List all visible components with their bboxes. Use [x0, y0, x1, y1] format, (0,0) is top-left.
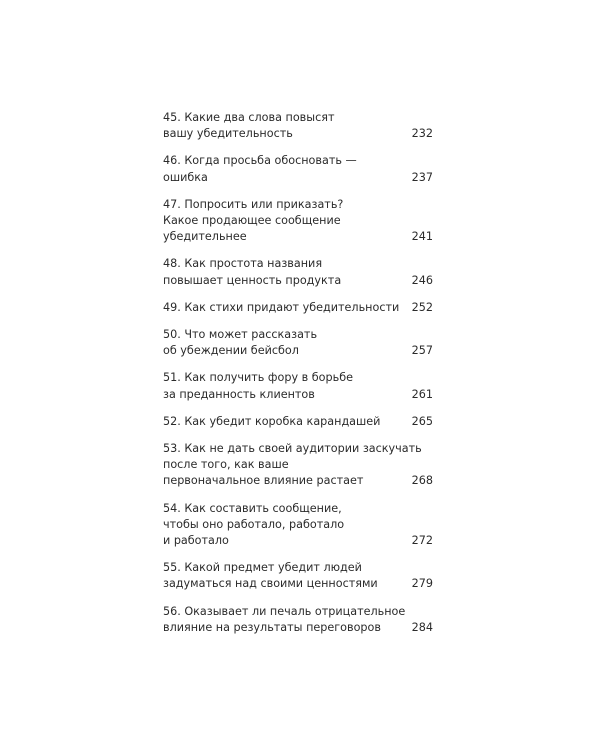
toc-entry-page-number: 252	[411, 300, 433, 314]
toc-entry-title-line: после того, как ваше	[163, 458, 289, 472]
toc-entry-title-line: чтобы оно работало, работало	[163, 517, 345, 531]
toc-entry[interactable]	[163, 300, 433, 316]
toc-entry[interactable]	[163, 604, 433, 636]
toc-entry[interactable]	[163, 256, 433, 288]
toc-entry-page-number: 268	[411, 474, 433, 488]
toc-entry-title-line: влияние на результаты переговоров	[163, 620, 381, 634]
toc-entry-title-line: 48. Как простота названия	[163, 257, 323, 271]
toc-entry-page-number: 237	[411, 170, 433, 184]
toc-entry-page-number: 261	[411, 387, 433, 401]
toc-entry-title-line: вашу убедительность	[163, 127, 293, 141]
toc-entry-title-line: 54. Как составить сообщение,	[163, 501, 342, 515]
toc-entry-title-line: за преданность клиентов	[163, 387, 315, 401]
toc-entry-page-number: 284	[411, 620, 433, 634]
toc-entry-title-line: 49. Как стихи придают убедительности	[163, 300, 400, 314]
toc-entry-title-line: 46. Когда просьба обосновать —	[163, 154, 357, 168]
toc-entry-page-number: 272	[411, 534, 433, 548]
toc-entry-title-line: 52. Как убедит коробка карандашей	[163, 414, 381, 428]
toc-entry-title-line: повышает ценность продукта	[163, 273, 342, 287]
toc-entry-page-number: 257	[411, 344, 433, 358]
toc-entry-page-number: 265	[411, 414, 433, 428]
toc-entry-title-line: 53. Как не дать своей аудитории заскучать	[163, 442, 422, 456]
toc-entry[interactable]	[163, 441, 433, 490]
toc-entry-title-line: первоначальное влияние растает	[163, 474, 364, 488]
toc-entry[interactable]	[163, 414, 433, 430]
toc-entry-title-line: ошибка	[163, 170, 208, 184]
toc-entry-title-line: об убеждении бейсбол	[163, 344, 299, 358]
toc-entry-page-number: 232	[411, 127, 433, 141]
toc-entry-page-number: 246	[411, 273, 433, 287]
toc-entry[interactable]	[163, 110, 433, 142]
toc-entry-title-line: 56. Оказывает ли печаль отрицательное	[163, 604, 406, 618]
toc-entry-title-line: 50. Что может рассказать	[163, 328, 318, 342]
toc-entry-title-line: Какое продающее сообщение	[163, 214, 341, 228]
toc-entry-page-number: 241	[411, 230, 433, 244]
table-of-contents	[163, 110, 433, 647]
toc-entry-title-line: 45. Какие два слова повысят	[163, 111, 335, 124]
toc-entry[interactable]	[163, 501, 433, 550]
toc-entry[interactable]	[163, 197, 433, 246]
toc-entry[interactable]	[163, 560, 433, 592]
toc-entry-title-line: 55. Какой предмет убедит людей	[163, 561, 362, 575]
toc-entry-title-line: 51. Как получить фору в борьбе	[163, 371, 353, 385]
toc-entry[interactable]	[163, 327, 433, 359]
toc-entry-title-line: 47. Попросить или приказать?	[163, 197, 344, 211]
toc-entry-title-line: и работало	[163, 534, 229, 548]
toc-entry[interactable]	[163, 153, 433, 185]
toc-entry-title-line: убедительнее	[163, 230, 247, 244]
toc-entry[interactable]	[163, 370, 433, 402]
toc-entry-page-number: 279	[411, 577, 433, 591]
toc-entry-title-line: задуматься над своими ценностями	[163, 577, 378, 591]
